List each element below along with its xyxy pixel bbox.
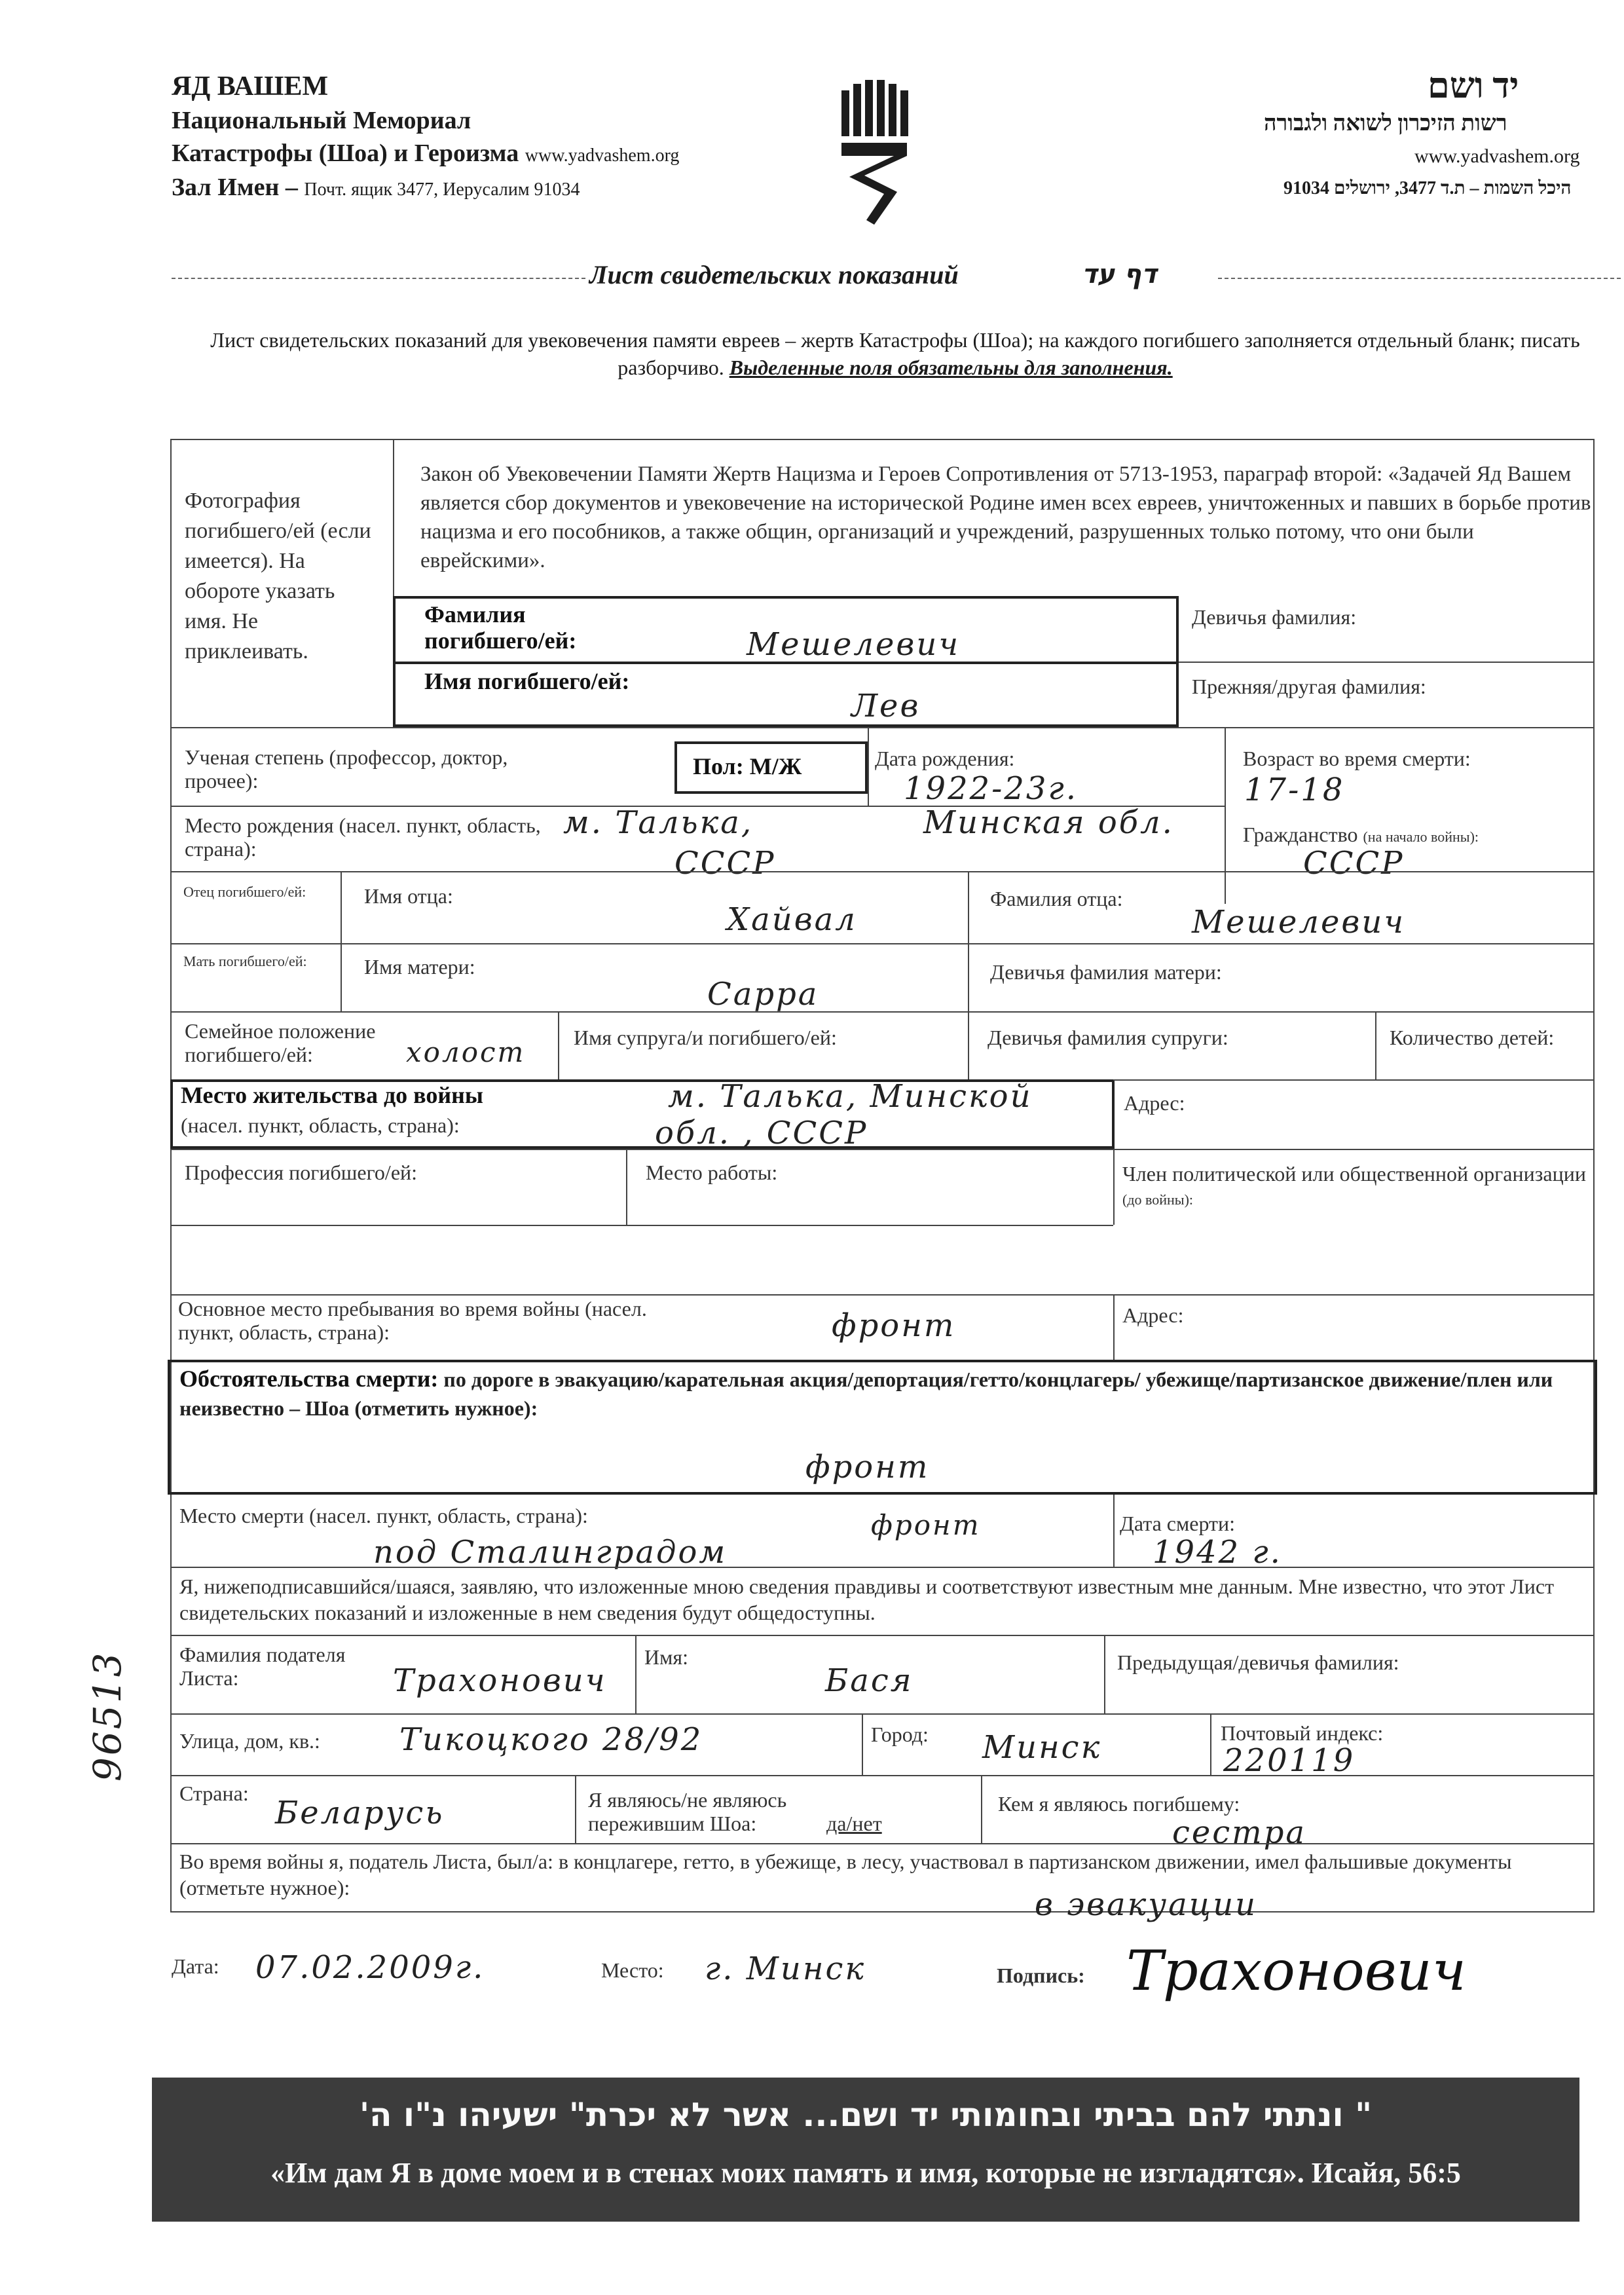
sex-label: Пол: М/Ж (693, 753, 802, 779)
spouse-maiden-label: Девичья фамилия супруги: (987, 1026, 1228, 1049)
age-value[interactable]: 17-18 (1244, 772, 1345, 808)
title-rule-left (172, 278, 585, 279)
submitter-name-value[interactable]: Бася (825, 1662, 913, 1699)
member-label-text: Член политической или общественной организации (1122, 1162, 1586, 1185)
father-name-label: Имя отца: (364, 884, 453, 908)
place-label: Место: (601, 1958, 664, 1982)
spouse-name-label: Имя супруга/и погибшего/ей: (574, 1026, 837, 1049)
zip-value[interactable]: 220119 (1223, 1742, 1356, 1779)
father-surname-divider (968, 871, 969, 1011)
row-country-top (170, 1775, 1595, 1776)
survivor-options[interactable]: да/нет (826, 1812, 882, 1835)
city-label: Город: (871, 1723, 929, 1746)
wartime-address-label: Адрес: (1122, 1303, 1184, 1327)
workplace-label: Место работы: (646, 1161, 778, 1184)
birthplace-value-town[interactable]: м. Талька, (563, 804, 754, 841)
firstname-label: Имя погибшего/ей: (424, 668, 630, 694)
row-submitter-top (170, 1635, 1595, 1636)
intro-main: Лист свидетельских показаний для увековечения памяти евреев – жертв Катастрофы (Шоа); на каждого погибшего заполняется отдельный бланк; писать разборчиво. (210, 328, 1580, 379)
submitter-prev-divider (1104, 1635, 1105, 1713)
header-ru-line2 (172, 139, 679, 168)
father-label: Отец погибшего/ей: (183, 884, 306, 900)
wartime-value[interactable]: фронт (832, 1307, 956, 1344)
signature[interactable]: Трахонович (1126, 1939, 1466, 2003)
date-label: Дата: (172, 1954, 219, 1978)
banner-russian: «Им дам Я в доме моем и в стенах моих память и имя, которые не изгладятся». Исайя, 56:5 (270, 2157, 1461, 2189)
death-circ-value[interactable]: фронт (805, 1449, 930, 1485)
relation-label: Кем я являюсь погибшему: (998, 1792, 1240, 1816)
header-he-address: היכל השמות – ת.ד 3477, ירושלים 91034 (1283, 178, 1572, 198)
signature-label: Подпись: (997, 1964, 1085, 1987)
death-circ-label: Обстоятельства смерти: (179, 1366, 439, 1392)
submitter-surname-value[interactable]: Трахонович (393, 1662, 607, 1699)
header-ru-line2-text: Катастрофы (Шоа) и Героизма (172, 140, 519, 167)
row-street-top (170, 1713, 1595, 1715)
street-value[interactable]: Тикоцкого 28/92 (399, 1721, 703, 1758)
death-date-value[interactable]: 1942 г. (1153, 1534, 1282, 1571)
residence-address-top (1113, 1079, 1595, 1081)
parent-label-divider (341, 871, 342, 1011)
residence-address-label: Адрес: (1124, 1091, 1185, 1115)
row-wartime-top (170, 1294, 1595, 1296)
header-ru-address: Почт. ящик 3477, Иерусалим 91034 (304, 179, 580, 200)
wartime-self-label: Во время войны я, податель Листа, был/а: в концлагере, гетто, в убежище, в лесу, участвовал в партизанском движении, имел фальшивые документы (отметьте нужное): (179, 1850, 1512, 1899)
age-divider (1225, 727, 1226, 904)
header-he-title: יד ושם (1428, 66, 1519, 105)
member-label (1122, 1162, 1594, 1212)
row-profession-top (170, 1149, 1595, 1150)
citizenship-value[interactable]: СССР (1303, 845, 1405, 882)
submitter-name-divider (635, 1635, 637, 1713)
submitter-name-label: Имя: (644, 1645, 688, 1669)
declaration-top (170, 1567, 1595, 1568)
header-ru-title: ЯД ВАШЕМ (172, 71, 329, 102)
zip-label: Почтовый индекс: (1221, 1721, 1384, 1745)
country-value[interactable]: Беларусь (275, 1795, 445, 1831)
city-value[interactable]: Минск (982, 1729, 1102, 1766)
citizenship-label-text: Гражданство (1243, 823, 1358, 846)
relation-value[interactable]: сестра (1172, 1814, 1307, 1851)
photo-label: Фотография погибшего/ей (если имеется). На обороте указать имя. Не приклеивать. (185, 489, 371, 663)
father-name-value[interactable]: Хайвал (727, 901, 857, 938)
row-marital-top (170, 1011, 1595, 1013)
member-divider (1113, 1149, 1115, 1225)
row-mother-top (170, 943, 1595, 944)
row-degree-top (170, 727, 1595, 728)
death-place-value[interactable]: под Сталинградом (373, 1534, 728, 1571)
street-label: Улица, дом, кв.: (179, 1729, 320, 1753)
death-date-divider (1113, 1495, 1115, 1567)
country-label: Страна: (179, 1782, 249, 1805)
relation-divider (981, 1775, 982, 1843)
survivor-label: Я являюсь/не являюсь пережившим Шоа: (588, 1788, 787, 1835)
residence-value-town[interactable]: м. Талька, Минской (668, 1078, 1033, 1115)
declaration-text: Я, нижеподписавшийся/шаяся, заявляю, что изложенные мною сведения правдивы и соответствуют известным мне данным. Мне известно, что этот Лист свидетельских показаний и изложенные в нем сведения будут общедоступны. (179, 1575, 1555, 1624)
marital-label: Семейное положение погибшего/ей: (185, 1019, 376, 1066)
quote-banner (152, 2078, 1579, 2222)
profession-label: Профессия погибшего/ей: (185, 1161, 418, 1184)
marital-value[interactable]: холост (406, 1036, 526, 1068)
zip-divider (1210, 1713, 1211, 1775)
maiden-label: Девичья фамилия: (1192, 605, 1357, 629)
banner-hebrew: " ונתתי להם בביתי ובחומותי יד ושם... אשר לא יכרת" ישעיהו נ"ו ה' (359, 2096, 1373, 2134)
city-divider (862, 1713, 863, 1775)
row-father-top (170, 871, 1595, 872)
birthdate-label: Дата рождения: (875, 747, 1015, 770)
wartime-address-divider (1113, 1294, 1115, 1360)
wartime-self-value[interactable]: в эвакуации (1035, 1886, 1258, 1923)
law-text: Закон об Увековечении Памяти Жертв Нацизма и Героев Сопротивления от 5713-1953, параграф второй: «Задачей Яд Вашем является сбор документов и увековечение на исторической Родине имен всех евреев, уничтоженных и павших в борьбе против нацизма и его пособников, а также общин, организаций и учреждений, разрушенных только потому, что они были еврейскими». (420, 462, 1591, 572)
form-title-he: דף עד (1082, 259, 1157, 289)
residence-sub-label: (насел. пункт, область, страна): (181, 1113, 460, 1137)
maiden-divider (1179, 662, 1595, 663)
death-place-label: Место смерти (насел. пункт, область, страна): (179, 1504, 588, 1527)
header-ru-line3 (172, 173, 580, 202)
mother-label: Мать погибшего/ей: (183, 953, 307, 969)
birthdate-divider (868, 727, 869, 806)
death-date-label: Дата смерти: (1120, 1512, 1236, 1535)
death-circ-text (179, 1365, 1587, 1423)
death-place-value-front[interactable]: фронт (871, 1509, 981, 1541)
father-surname-value[interactable]: Мешелевич (1192, 904, 1406, 941)
surname-value[interactable]: Мешелевич (747, 626, 961, 663)
yad-vashem-logo-icon (835, 77, 913, 228)
degree-label: Ученая степень (профессор, доктор, прочее): (185, 745, 508, 793)
birthplace-value-region[interactable]: Минская обл. (923, 804, 1174, 841)
intro-required-note: Выделенные поля обязательны для заполнения. (729, 356, 1173, 379)
header-ru-line3-text: Зал Имен – (172, 174, 298, 201)
header-he-line1: רשות הזיכרון לשואה ולגבורה (1264, 111, 1507, 136)
header-he-url: www.yadvashem.org (1414, 145, 1580, 167)
birthplace-label: Место рождения (насел. пункт, область, страна): (185, 813, 541, 861)
row-profession-bottom (170, 1225, 1113, 1226)
wartime-label: Основное место пребывания во время войны (насел. пункт, область, страна): (178, 1297, 647, 1344)
father-surname-label: Фамилия отца: (990, 887, 1123, 910)
mother-name-value[interactable]: Сарра (707, 976, 819, 1013)
children-divider (1375, 1011, 1376, 1079)
mother-name-label: Имя матери: (364, 955, 475, 979)
residence-label: Место жительства до войны (181, 1082, 483, 1108)
death-circ-options: по дороге в эвакуацию/карательная акция/депортация/гетто/концлагерь/ убежище/партизанское движение/плен или неизвестно – Шоа (отметить нужное): (179, 1368, 1553, 1420)
form-title-ru: Лист свидетельских показаний (589, 260, 959, 289)
header-ru-url: www.yadvashem.org (525, 145, 680, 166)
member-note: (до войны): (1122, 1191, 1194, 1208)
spouse-divider (558, 1011, 559, 1079)
place-value[interactable]: г. Минск (705, 1950, 866, 1987)
birthdate-value[interactable]: 1922-23г. (904, 770, 1078, 807)
submitter-prev-label: Предыдущая/девичья фамилия: (1117, 1651, 1399, 1674)
citizenship-note: (на начало войны): (1363, 829, 1479, 845)
date-value[interactable]: 07.02.2009г. (255, 1949, 485, 1986)
intro-text (172, 326, 1619, 381)
residence-value-country[interactable]: обл. , СССР (655, 1115, 868, 1151)
age-label: Возраст во время смерти: (1243, 747, 1471, 770)
firstname-value[interactable]: Лев (851, 688, 921, 724)
title-rule-right (1218, 278, 1621, 279)
survivor-divider (575, 1775, 576, 1843)
children-label: Количество детей: (1390, 1026, 1555, 1049)
other-surname-label: Прежняя/другая фамилия: (1192, 675, 1426, 698)
mother-maiden-label: Девичья фамилия матери: (990, 960, 1222, 984)
surname-label: Фамилия погибшего/ей: (424, 601, 577, 654)
birthplace-value-country[interactable]: СССР (674, 845, 776, 882)
spouse-maiden-divider (968, 1011, 969, 1079)
side-number: 96513 (85, 1651, 130, 1782)
workplace-divider (626, 1149, 627, 1225)
header-ru-line1: Национальный Мемориал (172, 107, 471, 134)
submitter-surname-label: Фамилия подателя Листа: (179, 1643, 346, 1690)
row-wartime-self-top (170, 1843, 1595, 1844)
